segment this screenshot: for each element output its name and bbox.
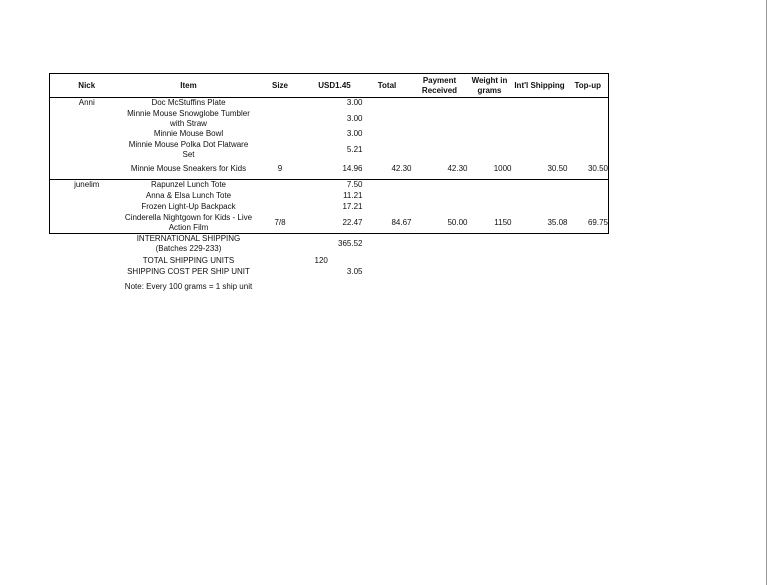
usd-cell: 3.00 [346,129,363,138]
summary-row [50,266,609,277]
item-cell: Minnie Mouse Polka Dot Flatware Set [128,139,249,159]
table-row [50,202,609,213]
table-row [50,98,609,109]
size-cell [254,191,307,202]
total-cell: 42.30 [391,164,412,174]
page-edge-divider [766,0,767,585]
col-header-size: Size [254,74,307,98]
item-cell: Doc McStuffins Plate [151,98,226,108]
col-header-payment: Payment Received [412,74,468,98]
total-units-value: 120 [314,255,328,265]
item-cell: Minnie Mouse Bowl [153,129,224,138]
total-cell: 84.67 [391,217,412,227]
intl-shipping-label: INTERNATIONAL SHIPPING (Batches 229-233) [136,234,241,254]
table-row [50,180,609,191]
usd-cell: 3.00 [346,98,363,108]
usd-cell: 3.00 [346,113,363,123]
size-cell [254,140,307,160]
col-header-nick: Nick [50,74,124,98]
weight-cell: 1150 [494,217,512,227]
size-cell: 7/8 [274,217,286,227]
payment-cell: 42.30 [447,164,468,174]
usd-cell: 5.21 [346,144,363,154]
table-row [50,213,609,234]
cost-per-unit-label: SHIPPING COST PER SHIP UNIT [127,266,250,276]
col-header-weight: Weight in grams [468,74,512,98]
col-header-total: Total [363,74,412,98]
topup-cell: 69.75 [568,213,609,234]
usd-cell: 17.21 [342,202,363,211]
usd-cell: 14.96 [342,164,363,174]
item-cell: Anna & Elsa Lunch Tote [145,191,232,200]
summary-row [50,255,609,266]
usd-cell: 11.21 [343,191,363,200]
usd-cell: 7.50 [346,180,363,190]
summary-row [50,233,609,255]
ship-unit-note: Note: Every 100 grams = 1 ship unit [124,282,253,291]
summary-row [50,277,609,297]
size-cell [254,98,307,109]
item-cell: Rapunzel Lunch Tote [150,180,227,190]
size-cell [254,109,307,129]
table-row [50,109,609,129]
size-cell [254,202,307,213]
col-header-item: Item [124,74,254,98]
intl-shipping-value: 365.52 [338,239,363,249]
header-row [50,74,609,98]
total-units-label: TOTAL SHIPPING UNITS [142,255,235,265]
weight-cell: 1000 [493,164,512,174]
col-header-usd: USD1.45 [307,74,363,98]
col-header-topup: Top-up [568,74,609,98]
item-cell: Minnie Mouse Snowglobe Tumbler with Straw [127,108,250,128]
shipping-cell: 35.08 [547,217,568,227]
item-cell: Frozen Light-Up Backpack [141,202,236,211]
size-cell [254,180,307,191]
size-cell [254,129,307,140]
item-cell: Minnie Mouse Sneakers for Kids [130,164,247,174]
table-row [50,140,609,160]
table-row [50,191,609,202]
shipping-cell: 30.50 [547,164,568,174]
payment-cell: 50.00 [447,217,468,227]
size-cell: 9 [277,164,283,174]
col-header-shipping: Int'l Shipping [512,74,568,98]
cost-per-unit-value: 3.05 [346,266,363,276]
order-table [49,73,609,297]
nick-cell: junelim [50,180,124,191]
order-spreadsheet [49,73,608,297]
item-cell: Cinderella Nightgown for Kids - Live Action Film [124,212,253,232]
nick-cell: Anni [50,98,124,109]
topup-cell: 30.50 [568,160,609,180]
table-row [50,129,609,140]
table-row [50,160,609,180]
usd-cell: 22.47 [342,217,363,227]
